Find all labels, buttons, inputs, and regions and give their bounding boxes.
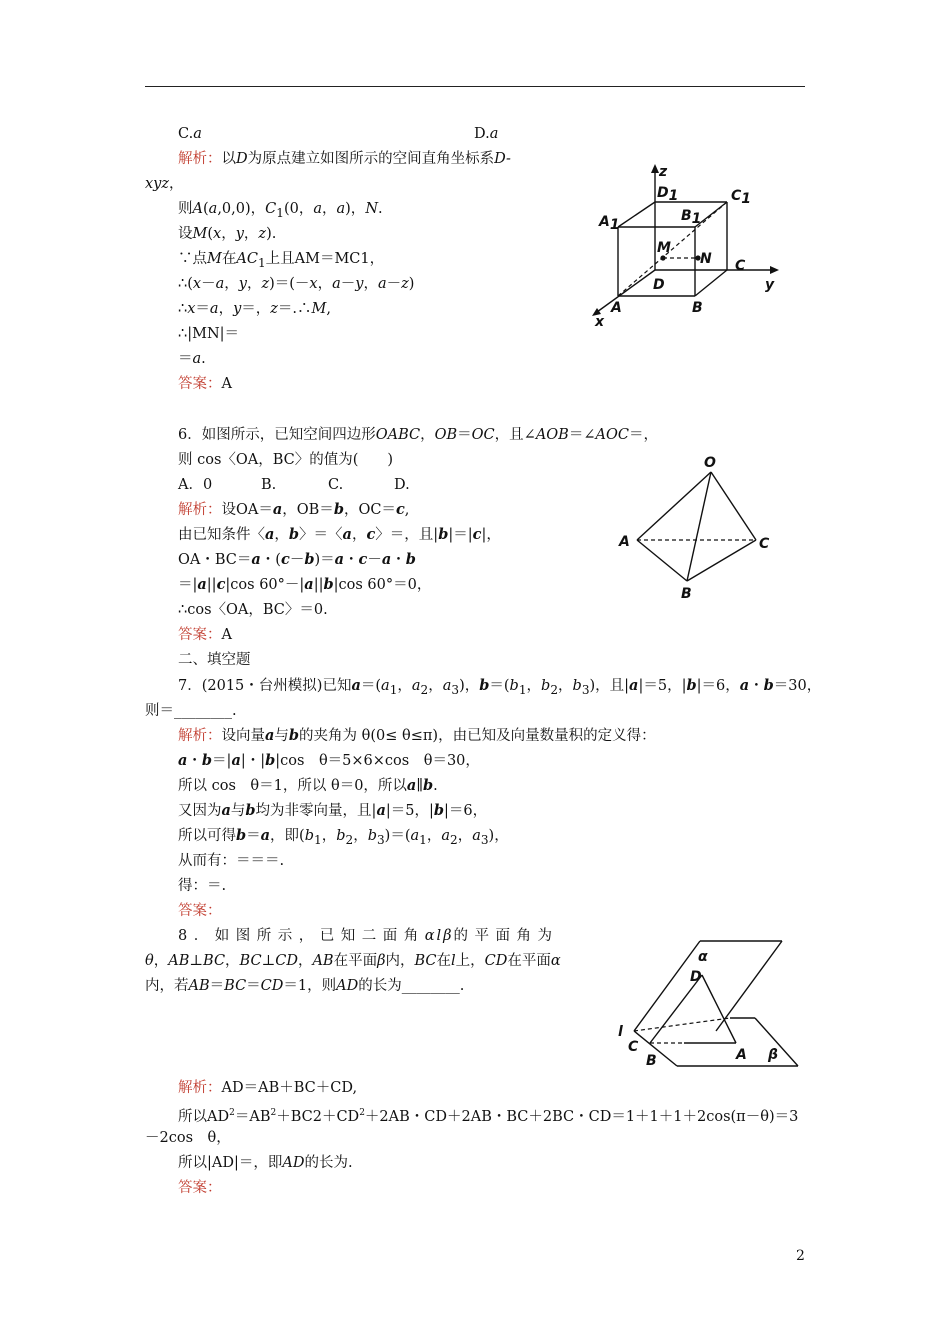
label-a: A: [619, 534, 630, 550]
q8-stem-line-3: 内，若AB＝BC＝CD＝1，则AD的长为________.: [145, 978, 465, 994]
label-o: O: [704, 455, 716, 471]
label-c: C: [628, 1039, 639, 1055]
answer-label: 答案：: [178, 376, 222, 392]
y-arrow: [770, 266, 779, 274]
q5-solution-line-6: ∴x＝a，y＝，z＝.∴M,: [178, 301, 331, 317]
q8-answer: [178, 1178, 222, 1198]
answer-label: 答案：: [178, 627, 222, 643]
q7-solution-line-3: 所以 cos θ＝1，所以 θ＝0，所以a∥b.: [178, 777, 438, 794]
q6-solution-line-3: OA・BC＝a・(c－b)＝a・c－a・b: [178, 551, 416, 568]
q7-solution-line-5: 所以可得b＝a，即($b_1$，$b_2$，$b_3)=(a_1$，$a_2$，$a_3$)，: [178, 827, 509, 847]
q6-option-a: A．0: [178, 477, 213, 493]
page-number: 2: [796, 1248, 805, 1264]
cube-edge: [618, 202, 655, 227]
edge-ob: [687, 472, 711, 581]
label-x: x: [595, 314, 605, 330]
q6-option-d: D.: [394, 477, 410, 493]
q7-solution-line-2: a・b＝|a|・|b|cos θ＝5×6×cos θ＝30，: [178, 752, 480, 769]
q5-solution-line-4: ∵点M在$AC_1$上且AM＝MC1，: [178, 251, 385, 270]
label-c: C: [759, 536, 770, 552]
q6-solution-line-5: ∴cos〈OA，BC〉＝0.: [178, 602, 328, 618]
q8-solution-line-2: 所以$AD^2=AB^2+BC2+CD^2+2AB$・CD＋2AB・BC＋2BC・CD＝1＋1＋1＋2cos(π－θ)＝3: [178, 1108, 799, 1125]
q7-solution-line-1: 解析：设向量a与b的夹角为 θ(0≤ θ≤π)，由已知及向量数量积的定义得：: [178, 727, 656, 744]
q6-answer: 答案：A: [178, 627, 232, 643]
label-a: A: [611, 300, 622, 316]
label-n: N: [700, 251, 712, 267]
label-a: A: [736, 1047, 747, 1063]
q7-answer: [178, 901, 222, 921]
q5-solution-line-5: ∴(x－a，y，z)＝(－x，a－y，a－z): [178, 276, 415, 292]
label-b: B: [681, 586, 692, 602]
q5-solution-line-7: ∴|MN|＝: [178, 326, 240, 342]
q6-solution-line-1: 解析：设OA＝a，OB＝b，OC＝c,: [178, 501, 410, 518]
z-arrow: [651, 164, 659, 173]
solution-label: 解析：: [178, 1080, 222, 1096]
q6-solution-line-2: 由已知条件〈a，b〉＝〈a，c〉＝，且|b|＝|c|，: [178, 526, 501, 543]
segment-cd: [650, 975, 702, 1043]
q6-solution-line-4: ＝|a||c|cos 60°－|a||b|cos 60°＝0，: [178, 576, 432, 593]
solution-label: 解析：: [178, 728, 222, 744]
q5-option-c: C.a: [178, 126, 202, 142]
q8-stem-line-1: 8．如图所示，已知二面角αlβ的平面角为: [178, 928, 559, 944]
q5-solution-line-1b: xyz，: [145, 176, 184, 192]
solution-label: 解析：: [178, 502, 222, 518]
q7-solution-line-4: 又因为a与b均为非零向量，且|a|＝5，|b|＝6，: [178, 802, 488, 819]
q7-stem-line-1: 7．(2015・台州模拟)已知$a=(a_1$，$a_2$，$a_3$)，$b=(b_1$，$b_2$，$b_3$)，且|a|＝5，|b|＝6，a・b＝30，: [178, 677, 822, 697]
label-m: M: [657, 240, 671, 256]
cube-coordinate-figure: [585, 160, 785, 332]
q8-solution-line-4: 所以|AD|＝，即AD的长为.: [178, 1155, 353, 1171]
x-axis: [597, 270, 655, 312]
label-l: l: [618, 1024, 623, 1040]
segment-ad: [702, 975, 736, 1043]
header-rule: [145, 86, 805, 87]
q8-stem-line-2: θ，AB⊥BC，BC⊥CD，AB在平面β内，BC在l上，CD在平面α: [145, 953, 561, 969]
solution-label: 解析：: [178, 151, 222, 167]
q5-solution-line-2: 则A(a,0,0)，$C_1(0$，a，a)，N.: [178, 201, 383, 220]
edge-oc: [711, 472, 756, 540]
q6-option-b: B.: [261, 477, 277, 493]
q6-stem-line-1: 6．如图所示，已知空间四边形OABC，OB＝OC，且∠AOB＝∠AOC＝，: [178, 427, 658, 443]
label-beta: β: [768, 1047, 779, 1063]
section-heading: 二、填空题: [178, 652, 251, 668]
edge-oa: [637, 472, 711, 540]
answer-label: 答案：: [178, 1180, 222, 1196]
label-y: y: [765, 277, 775, 293]
label-d1: D1: [657, 185, 679, 204]
edge-bc: [687, 540, 756, 581]
point-m: [660, 255, 665, 260]
line-l-hidden: [634, 1018, 730, 1031]
alpha-plane-edge: [634, 941, 700, 1031]
q7-stem-line-2: 则＝________.: [145, 703, 237, 719]
label-d: D: [690, 969, 702, 985]
q5-answer: 答案：A: [178, 376, 232, 392]
label-alpha: α: [698, 949, 708, 965]
q5-solution-line-1: 解析：以D为原点建立如图所示的空间直角坐标系D-: [178, 151, 511, 167]
q7-solution-line-7: 得：＝.: [178, 878, 227, 894]
cube-edge: [695, 270, 727, 296]
q8-solution-line-3: －2cos θ，: [145, 1130, 231, 1146]
q6-option-c: C.: [328, 477, 344, 493]
q8-solution-line-1: 解析：AD＝AB＋BC＋CD,: [178, 1080, 358, 1096]
q6-stem-line-2: 则 cos〈OA，BC〉的值为( ): [178, 452, 394, 468]
label-c: C: [735, 258, 746, 274]
label-b: B: [646, 1053, 657, 1069]
edge-ab: [637, 540, 687, 581]
dihedral-angle-figure: [612, 935, 804, 1073]
label-z: z: [659, 164, 668, 180]
q5-option-d: D.a: [474, 126, 499, 142]
label-c1: C1: [731, 188, 752, 207]
label-a1: A1: [599, 214, 620, 233]
answer-label: 答案：: [178, 903, 222, 919]
label-b1: B1: [681, 208, 702, 227]
q5-solution-line-8: ＝a.: [178, 351, 206, 367]
tetrahedron-figure: [615, 450, 785, 605]
label-b: B: [692, 300, 703, 316]
q7-solution-line-6: 从而有：＝＝＝.: [178, 853, 285, 869]
label-d: D: [653, 277, 665, 293]
q5-solution-line-3: 设M(x，y，z).: [178, 226, 277, 242]
